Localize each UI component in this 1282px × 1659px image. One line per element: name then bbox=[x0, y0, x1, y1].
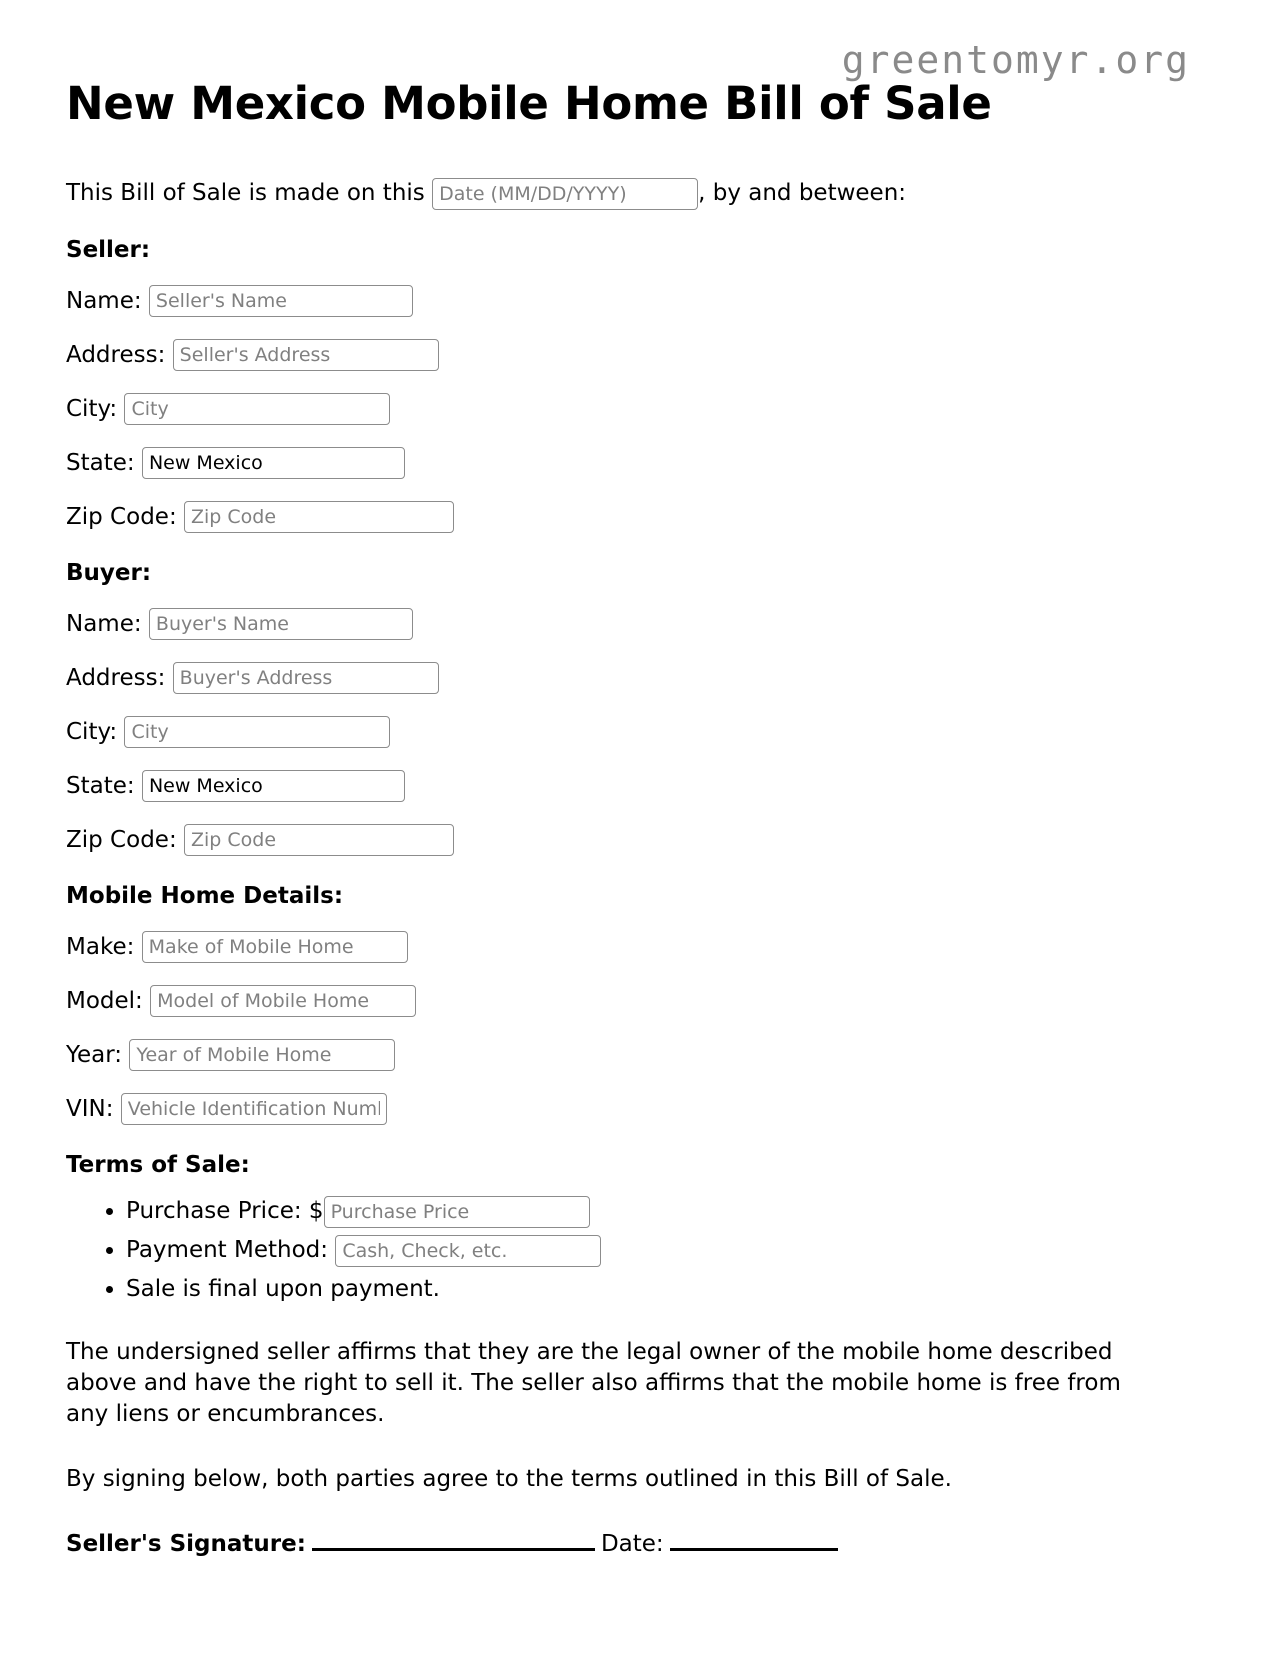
seller-heading: Seller: bbox=[66, 236, 151, 263]
model-label: Model: bbox=[66, 987, 143, 1014]
signature-date-label: Date: bbox=[600, 1530, 664, 1557]
year-input[interactable] bbox=[129, 1039, 395, 1071]
intro-line bbox=[66, 178, 1216, 210]
buyer-name-label: Name: bbox=[66, 610, 142, 637]
seller-address-input[interactable] bbox=[173, 339, 439, 371]
buyer-heading: Buyer: bbox=[66, 559, 152, 586]
list-item-payment-method bbox=[126, 1235, 1216, 1267]
make-label: Make: bbox=[66, 933, 135, 960]
vin-row bbox=[66, 1093, 1216, 1125]
list-item-purchase-price bbox=[126, 1196, 1216, 1228]
buyer-name-input[interactable] bbox=[149, 608, 413, 640]
buyer-state-row bbox=[66, 770, 1216, 802]
model-row bbox=[66, 985, 1216, 1017]
year-row bbox=[66, 1039, 1216, 1071]
seller-name-input[interactable] bbox=[149, 285, 413, 317]
seller-city-label: City: bbox=[66, 395, 118, 422]
payment-method-label: • Payment Method: bbox=[126, 1237, 336, 1264]
buyer-state-input[interactable] bbox=[142, 770, 405, 802]
buyer-name-row bbox=[66, 608, 1216, 640]
intro-text-after: , by and between: bbox=[698, 179, 907, 206]
signature-date-line[interactable] bbox=[670, 1547, 838, 1551]
buyer-address-label: Address: bbox=[66, 664, 166, 691]
seller-state-label: State: bbox=[66, 449, 135, 476]
terms-list bbox=[66, 1196, 1216, 1305]
make-input[interactable] bbox=[142, 931, 408, 963]
vin-label: VIN: bbox=[66, 1095, 114, 1122]
terms-of-sale-heading: Terms of Sale: bbox=[66, 1151, 250, 1178]
seller-city-input[interactable] bbox=[124, 393, 390, 425]
purchase-price-input[interactable] bbox=[324, 1196, 590, 1228]
seller-address-label: Address: bbox=[66, 341, 166, 368]
make-row bbox=[66, 931, 1216, 963]
model-input[interactable] bbox=[150, 985, 416, 1017]
signature-row bbox=[66, 1531, 1216, 1557]
seller-signature-label: Seller's Signature: bbox=[66, 1530, 306, 1557]
payment-method-input[interactable] bbox=[335, 1235, 601, 1267]
buyer-city-label: City: bbox=[66, 718, 118, 745]
affirmation-paragraph: The undersigned seller affirms that they are the legal owner of the mobile home described above and have the right to sell it. The seller also affirms that the mobile home is free from any liens or encumbrances. bbox=[66, 1338, 1121, 1427]
buyer-zip-label: Zip Code: bbox=[66, 826, 177, 853]
year-label: Year: bbox=[66, 1041, 123, 1068]
buyer-address-input[interactable] bbox=[173, 662, 439, 694]
seller-zip-input[interactable] bbox=[184, 501, 454, 533]
intro-text-before: This Bill of Sale is made on this bbox=[66, 179, 433, 206]
seller-name-row bbox=[66, 285, 1216, 317]
seller-state-row bbox=[66, 447, 1216, 479]
site-watermark: greentomyr.org bbox=[841, 38, 1190, 82]
purchase-price-label: • Purchase Price: $ bbox=[126, 1198, 324, 1225]
mobile-home-details-heading: Mobile Home Details: bbox=[66, 882, 344, 909]
date-input[interactable] bbox=[432, 178, 698, 210]
buyer-city-row bbox=[66, 716, 1216, 748]
buyer-city-input[interactable] bbox=[124, 716, 390, 748]
seller-city-row bbox=[66, 393, 1216, 425]
vin-input[interactable] bbox=[121, 1093, 387, 1125]
seller-zip-row bbox=[66, 501, 1216, 533]
agreement-paragraph: By signing below, both parties agree to the terms outlined in this Bill of Sale. bbox=[66, 1465, 952, 1492]
buyer-state-label: State: bbox=[66, 772, 135, 799]
seller-address-row bbox=[66, 339, 1216, 371]
seller-state-input[interactable] bbox=[142, 447, 405, 479]
seller-zip-label: Zip Code: bbox=[66, 503, 177, 530]
buyer-address-row bbox=[66, 662, 1216, 694]
page-title: New Mexico Mobile Home Bill of Sale bbox=[66, 77, 992, 130]
buyer-zip-row bbox=[66, 824, 1216, 856]
buyer-zip-input[interactable] bbox=[184, 824, 454, 856]
seller-signature-line[interactable] bbox=[312, 1547, 595, 1551]
list-item-sale-final: • Sale is final upon payment. bbox=[126, 1274, 1216, 1305]
seller-name-label: Name: bbox=[66, 287, 142, 314]
